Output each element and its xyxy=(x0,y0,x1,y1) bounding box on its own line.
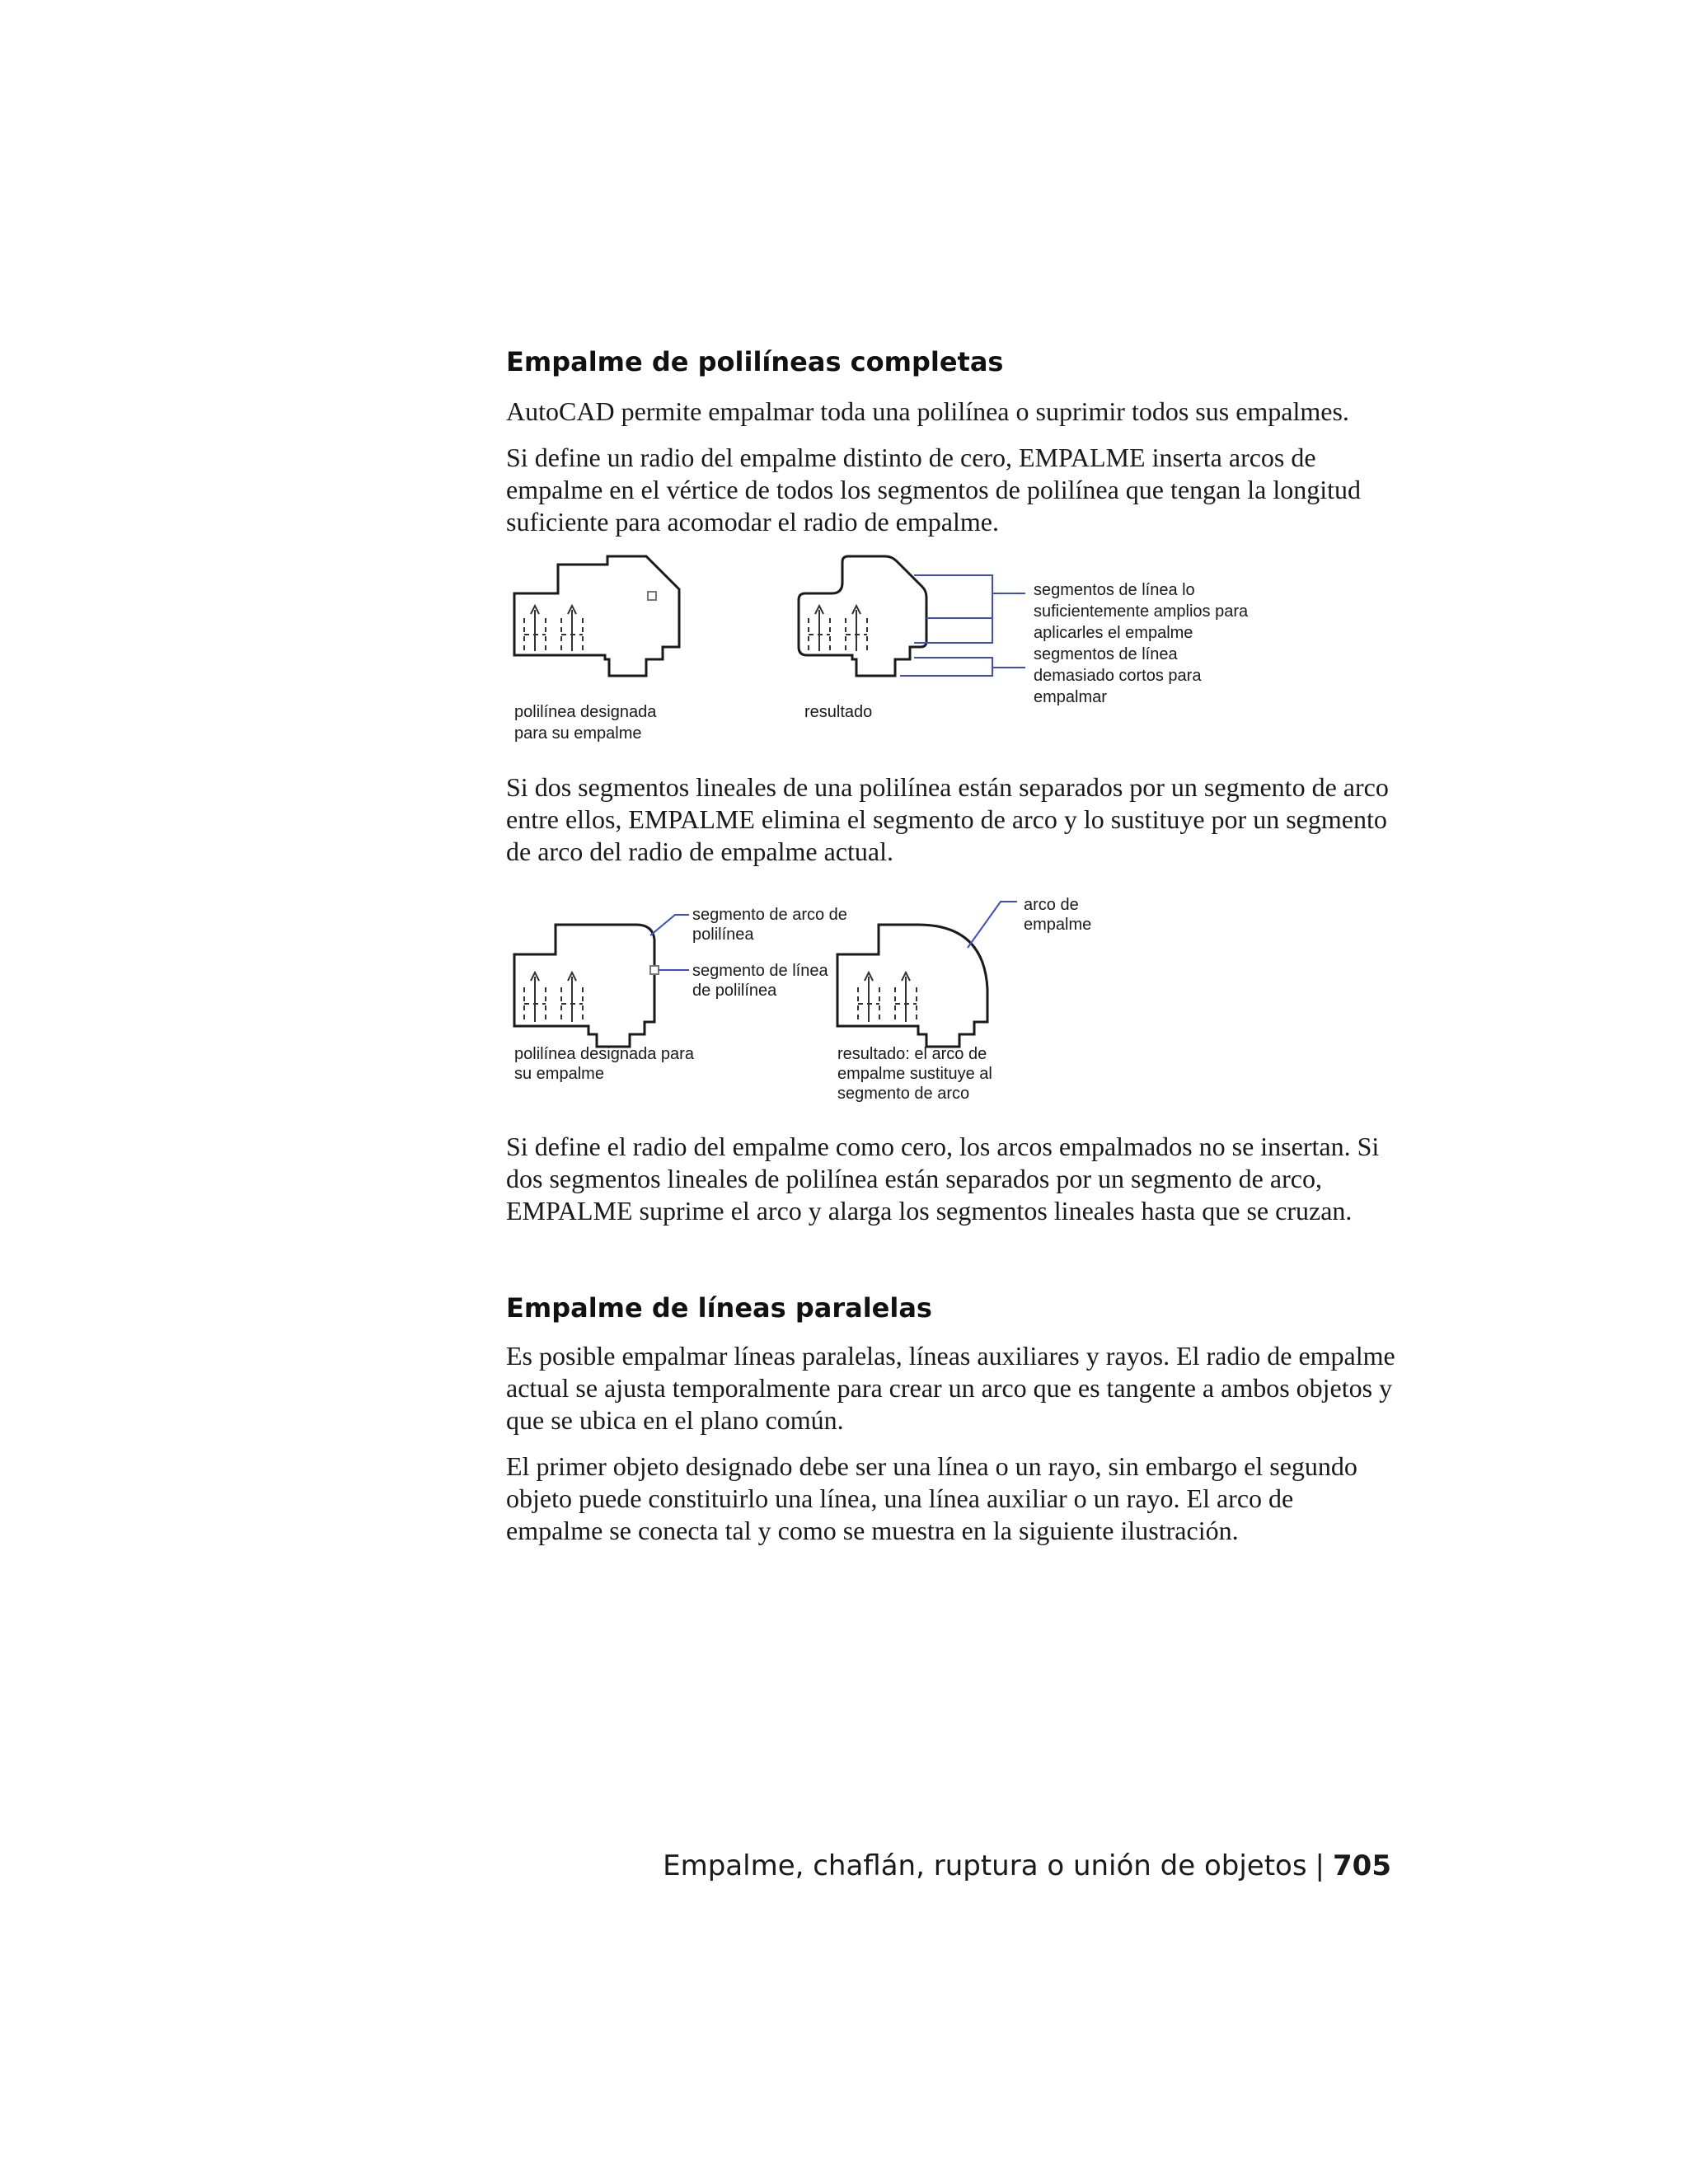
callout-line-segment-line2: de polilínea xyxy=(692,982,777,1000)
caption-right-line1: resultado: el arco de xyxy=(837,1045,987,1063)
callout-arc-segment-line2: polilínea xyxy=(692,926,754,944)
caption-left-line2: para su empalme xyxy=(514,724,642,743)
page-footer xyxy=(663,1849,1391,1882)
section-heading-parallel-lines: Empalme de líneas paralelas xyxy=(506,1292,932,1324)
paragraph: Es posible empalmar líneas paralelas, líneas auxiliares y rayos. El radio de empalme actual se ajusta temporalmente para crear un arco que es tangente a ambos objetos y que se ubica en el plano común. xyxy=(506,1341,1395,1435)
paragraph: Si dos segmentos lineales de una polilínea están separados por un segmento de arco entre ellos, EMPALME elimina el segmento de arco y lo sustituye por un segmento de arco del radio de empalme actual. xyxy=(506,772,1389,866)
polyline-before-drawing xyxy=(514,556,679,676)
callout-short-segments-line1: segmentos de línea xyxy=(1034,645,1178,663)
caption-left-line2: su empalme xyxy=(514,1065,604,1083)
chapter-title: Empalme, chaflán, ruptura o unión de objetos xyxy=(663,1849,1307,1882)
grip-icon xyxy=(648,592,656,600)
figure-fillet-polyline-drawing xyxy=(506,552,1413,750)
paragraph: El primer objeto designado debe ser una línea o un rayo, sin embargo el segundo objeto puede constituirlo una línea, una línea auxiliar o un rayo. El arco de empalme se conecta tal y como se muestra en la siguiente ilustración. xyxy=(506,1451,1357,1545)
callout-short-segments-line3: empalmar xyxy=(1034,688,1107,706)
paragraph: Si define el radio del empalme como cero, los arcos empalmados no se insertan. Si dos segmentos lineales de polilínea están separados por un segmento de arco, EMPALME suprime el arco y alarga los segmentos lineales hasta que se cruzan. xyxy=(506,1132,1380,1226)
figure-arc-segment-drawing xyxy=(506,890,1413,1104)
caption-middle: resultado xyxy=(804,703,873,721)
callout-long-segments-line3: aplicarles el empalme xyxy=(1034,624,1193,642)
caption-right-line3: segmento de arco xyxy=(837,1085,970,1103)
caption-left-line1: polilínea designada para xyxy=(514,1045,694,1063)
callout-long-segments-line2: suficientemente amplios para xyxy=(1034,602,1249,621)
polyline-fillet-result-drawing xyxy=(837,902,1017,1047)
figure-fillet-polyline xyxy=(506,552,1413,750)
caption-right-line2: empalme sustituye al xyxy=(837,1065,992,1083)
grip-icon xyxy=(650,966,659,974)
footer-separator: | xyxy=(1315,1849,1325,1882)
figure-arc-segment xyxy=(506,890,1413,1104)
polyline-with-arc-drawing xyxy=(514,915,689,1047)
caption-left-line1: polilínea designada xyxy=(514,703,657,721)
callout-short-segments-line2: demasiado cortos para xyxy=(1034,667,1202,685)
callout-arc-segment-line1: segmento de arco de xyxy=(692,906,847,924)
callout-fillet-arc-line1: arco de xyxy=(1024,896,1079,914)
paragraph: AutoCAD permite empalmar toda una polilínea o suprimir todos sus empalmes. xyxy=(506,396,1349,426)
section-heading-polylines: Empalme de polilíneas completas xyxy=(506,346,1004,377)
callout-long-segments-line1: segmentos de línea lo xyxy=(1034,581,1195,599)
callout-fillet-arc-line2: empalme xyxy=(1024,916,1092,934)
paragraph: Si define un radio del empalme distinto de cero, EMPALME inserta arcos de empalme en el vértice de todos los segmentos de polilínea que tengan la longitud suficiente para acomodar el radio de empalme. xyxy=(506,443,1362,537)
polyline-after-drawing xyxy=(799,556,1025,676)
callout-line-segment-line1: segmento de línea xyxy=(692,962,828,980)
page-number: 705 xyxy=(1333,1849,1391,1882)
